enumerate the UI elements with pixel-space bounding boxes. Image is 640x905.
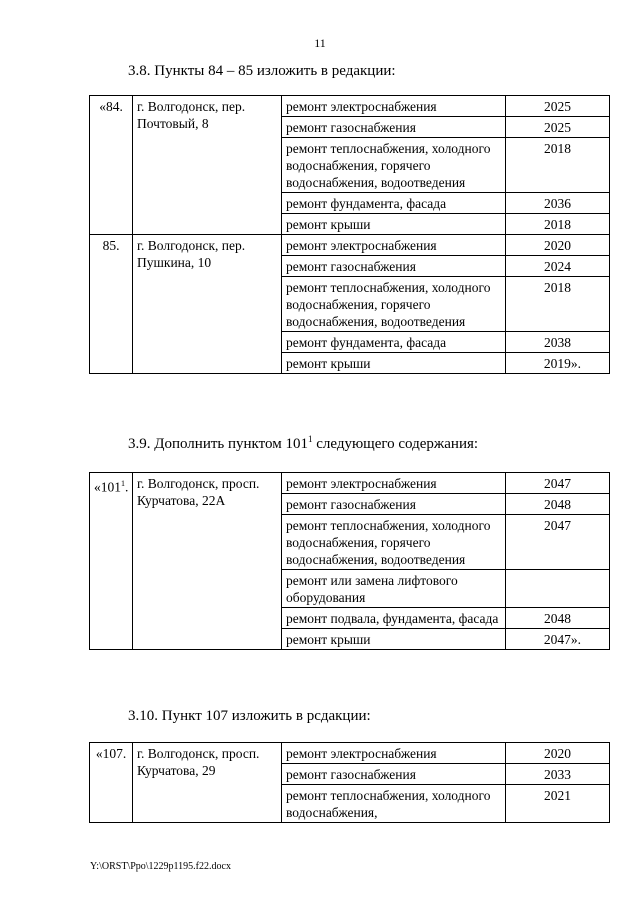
year-cell: 2033 [506,764,610,785]
table-row [90,473,610,494]
section-heading-text: 3.8. Пункты 84 – 85 изложить в редакции: [128,63,396,79]
table-row [90,235,610,256]
work-cell: ремонт теплоснабжения, холодного водоснабжения, [282,785,506,823]
year-cell: 2018 [506,138,610,193]
work-cell: ремонт газоснабжения [282,117,506,138]
year-cell: 2047 [506,515,610,570]
section-heading-text: следующего содержания: [312,436,479,452]
address-cell: г. Волгодонск, просп. Курчатова, 29 [133,743,282,823]
table-row [90,743,610,764]
superscript: 1 [121,479,125,488]
item-number [90,473,133,650]
item-number [90,743,133,823]
year-cell: 2025 [506,117,610,138]
year-cell: 2021 [506,785,610,823]
item-number [90,235,133,374]
work-cell: ремонт электроснабжения [282,235,506,256]
superscript: 1 [307,434,313,444]
table-row [90,96,610,117]
items-table [89,742,610,823]
year-cell: 2047 [506,473,610,494]
address-cell: г. Волгодонск, просп. Курчатова, 22А [133,473,282,650]
address-cell: г. Волгодонск, пер. Почтовый, 8 [133,96,282,235]
file-path-footer: Y:\ORST\Ppo\1229p1195.f22.docx [90,861,231,872]
work-cell: ремонт теплоснабжения, холодного водоснабжения, горячего водоснабжения, водоотведения [282,515,506,570]
year-cell: 2025 [506,96,610,117]
item-number-text: . [125,479,129,495]
year-cell [506,570,610,608]
year-cell: 2018 [506,277,610,332]
item-number [90,96,133,235]
item-number-text: «107. [95,746,127,761]
work-cell: ремонт теплоснабжения, холодного водоснабжения, горячего водоснабжения, водоотведения [282,138,506,193]
year-cell: 2036 [506,193,610,214]
year-cell: 2038 [506,332,610,353]
item-number-text: 85. [102,238,120,253]
year-cell: 2018 [506,214,610,235]
work-cell: ремонт крыши [282,629,506,650]
table-body [90,743,610,823]
year-cell: 2048 [506,608,610,629]
work-cell: ремонт или замена лифтового оборудования [282,570,506,608]
work-cell: ремонт крыши [282,214,506,235]
item-number-text: «101 [94,479,121,495]
section-heading [128,434,478,453]
work-cell: ремонт подвала, фундамента, фасада [282,608,506,629]
items-table [89,472,610,650]
table-body [90,473,610,650]
section-heading-text: 3.10. Пункт 107 изложить в рсдакции: [128,708,371,724]
address-cell: г. Волгодонск, пер. Пушкина, 10 [133,235,282,374]
work-cell: ремонт электроснабжения [282,96,506,117]
work-cell: ремонт электроснабжения [282,473,506,494]
year-cell: 2048 [506,494,610,515]
work-cell: ремонт газоснабжения [282,256,506,277]
work-cell: ремонт фундамента, фасада [282,332,506,353]
work-cell: ремонт теплоснабжения, холодного водоснабжения, горячего водоснабжения, водоотведения [282,277,506,332]
year-cell: 2024 [506,256,610,277]
work-cell: ремонт газоснабжения [282,494,506,515]
items-table [89,95,610,374]
section-heading [128,708,371,725]
section-heading-text: 3.9. Дополнить пунктом 101 [128,436,308,452]
table-body [90,96,610,374]
year-cell: 2020 [506,743,610,764]
year-cell: 2020 [506,235,610,256]
work-cell: ремонт крыши [282,353,506,374]
item-number-text: «84. [99,99,123,114]
page-number: 11 [314,36,326,50]
work-cell: ремонт газоснабжения [282,764,506,785]
section-heading [128,63,396,80]
year-cell: 2047». [506,629,610,650]
year-cell: 2019». [506,353,610,374]
work-cell: ремонт электроснабжения [282,743,506,764]
work-cell: ремонт фундамента, фасада [282,193,506,214]
